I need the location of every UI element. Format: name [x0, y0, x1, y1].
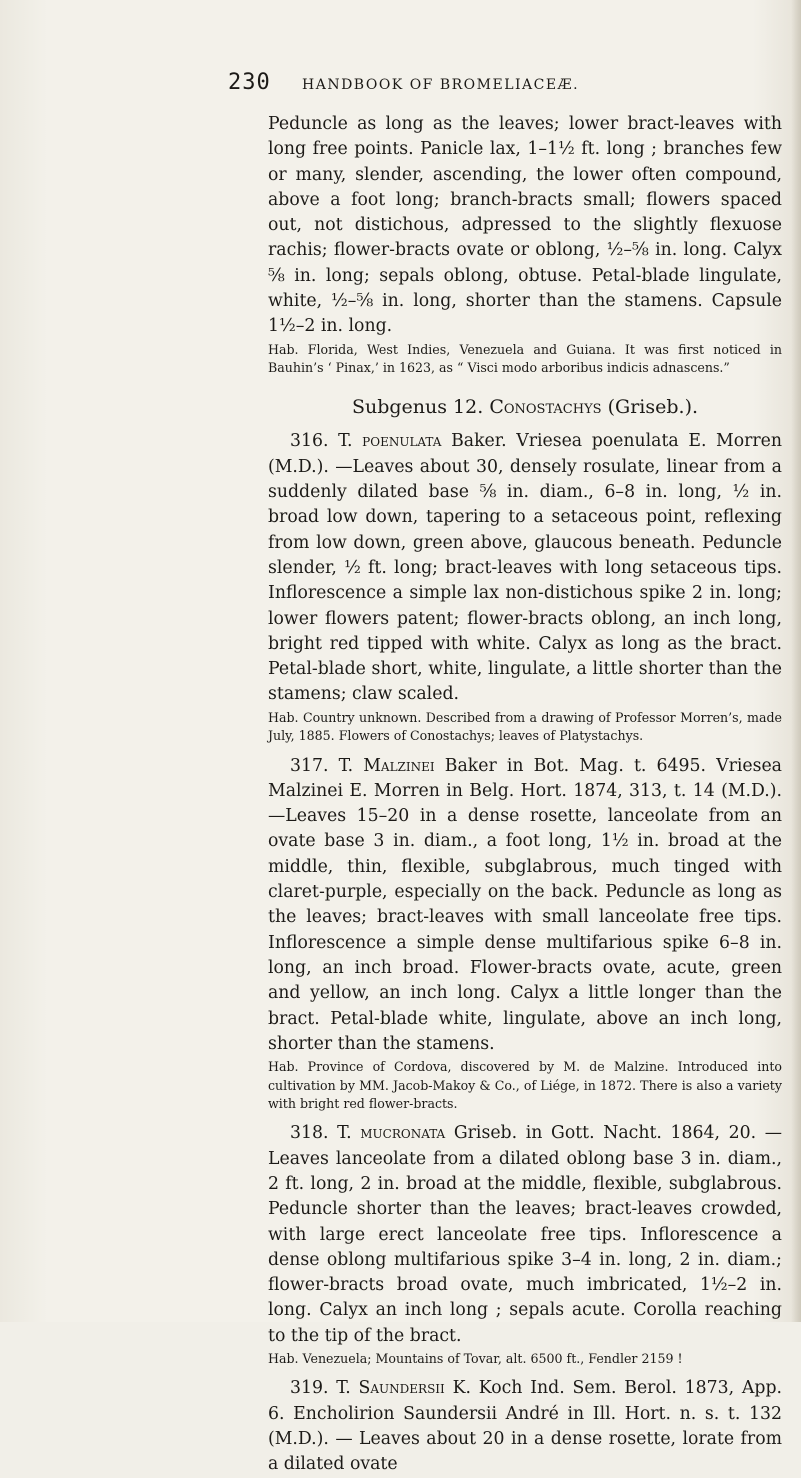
page-header [0, 70, 801, 100]
entry-number: 319. T. [290, 1378, 351, 1399]
species-name: Saundersii [358, 1378, 445, 1399]
entry-habitat: Hab. Venezuela; Mountains of Tovar, alt. 6500 ft., Fendler 2159 ! [268, 1351, 683, 1367]
species-name: mucronata [360, 1123, 446, 1144]
entry-description: Baker in Bot. Mag. t. 6495. Vriesea Malzinei E. Morren in Belg. Hort. 1874, 313, t. 14 (M.D.).—Leaves 15–20 in a dense rosette, lanceolate from an ovate base 3 in. diam., a foot long, 1½ in. broad at the middle, thin, flexible, subglabrous, much tinged with claret-purple, especially on the back. Peduncle as long as the leaves; bract-leaves with small lanceolate free tips. Inflorescence a simple dense multifarious spike 6–8 in. long, an inch broad. Flower-bracts ovate, acute, green and yellow, an inch long. Calyx a little longer than the bract. Petal-blade white, lingulate, above an inch long, shorter than the stamens. [268, 755, 782, 1054]
entry-description: K. Koch Ind. Sem. Berol. 1873, App. 6. Encholirion Saundersii André in Ill. Hort. n. s. t. 132 (M.D.). — Leaves about 20 in a dense rosette, lorate from a dilated ovate [268, 1378, 783, 1475]
species-name: poenulata [362, 431, 442, 452]
entry-habitat: Hab. Country unknown. Described from a drawing of Professor Morren’s, made July, 1885. Flowers of Conostachys; leaves of Platystachys. [268, 709, 782, 744]
entry-habitat: Hab. Province of Cordova, discovered by M. de Malzine. Introduced into cultivation by MM. Jacob-Makoy & Co., of Liége, in 1872. There is also a variety with bright red flower-bracts. [268, 1059, 782, 1111]
entry-text [268, 754, 782, 1058]
page-edge-shadow [791, 0, 801, 1322]
subgenus-heading [268, 393, 782, 421]
subgenus-author: (Griseb.). [607, 396, 699, 419]
species-entry-319 [268, 1376, 782, 1477]
entry-description: Griseb. in Gott. Nacht. 1864, 20. — Leaves lanceolate from a dilated oblong base 3 in. diam., 2 ft. long, 2 in. broad at the middle, flexible, subglabrous. Peduncle shorter than the leaves; bract-leaves crowded, with large erect lanceolate free tips. Inflorescence a dense oblong multifarious spike 3–4 in. long, 2 in. diam.; flower-bracts broad ovate, much imbricated, 1½–2 in. long. Calyx an inch long ; sepals acute. Corolla reaching to the tip of the bract. [268, 1123, 783, 1346]
species-entry-317 [268, 754, 782, 1114]
body-text [268, 112, 782, 1478]
running-head: HANDBOOK OF BROMELIACEÆ. [302, 77, 580, 93]
subgenus-prefix: Subgenus 12. [351, 396, 484, 419]
intro-paragraph: Peduncle as long as the leaves; lower bract-leaves with long free points. Panicle lax, 1–1½ ft. long ; branches few or many, slender, ascending, the lower often compound, above a foot long; branch-bracts small; flowers spaced out, not distichous, adpressed to the slightly flexuose rachis; flower-bracts ovate or oblong, ½–⅝ in. long. Calyx ⅝ in. long; sepals oblong, obtuse. Petal-blade lingulate, white, ½–⅝ in. long, shorter than the stamens. Capsule 1½–2 in. long. [268, 114, 782, 337]
entry-text [268, 1376, 782, 1477]
species-name: Malzinei [363, 755, 435, 776]
entry-number: 316. T. [290, 431, 353, 452]
species-entry-316 [268, 429, 782, 745]
page-number: 230 [228, 70, 271, 95]
entry-text [268, 1121, 782, 1349]
entry-number: 318. T. [290, 1123, 352, 1144]
species-entry-318 [268, 1121, 782, 1368]
entry-description: Baker. Vriesea poenulata E. Morren (M.D.). —Leaves about 30, densely rosulate, linear from a suddenly dilated base ⅝ in. diam., 6–8 in. long, ½ in. broad low down, tapering to a setaceous point, reflexing from low down, green above, glaucous beneath. Peduncle slender, ½ ft. long; bract-leaves with long setaceous tips. Inflorescence a simple lax non-distichous spike 2 in. long; lower flowers patent; flower-bracts oblong, an inch long, bright red tipped with white. Calyx as long as the bract. Petal-blade short, white, lingulate, a little shorter than the stamens; claw scaled. [268, 431, 783, 705]
intro-habitat: Hab. Florida, West Indies, Venezuela and Guiana. It was first noticed in Bauhin’s ‘ Pinax,’ in 1623, as “ Visci modo arboribus indicis adnascens.” [268, 341, 782, 376]
entry-text [268, 429, 782, 707]
entry-number: 317. T. [290, 755, 354, 776]
subgenus-name: Conostachys [489, 396, 602, 419]
